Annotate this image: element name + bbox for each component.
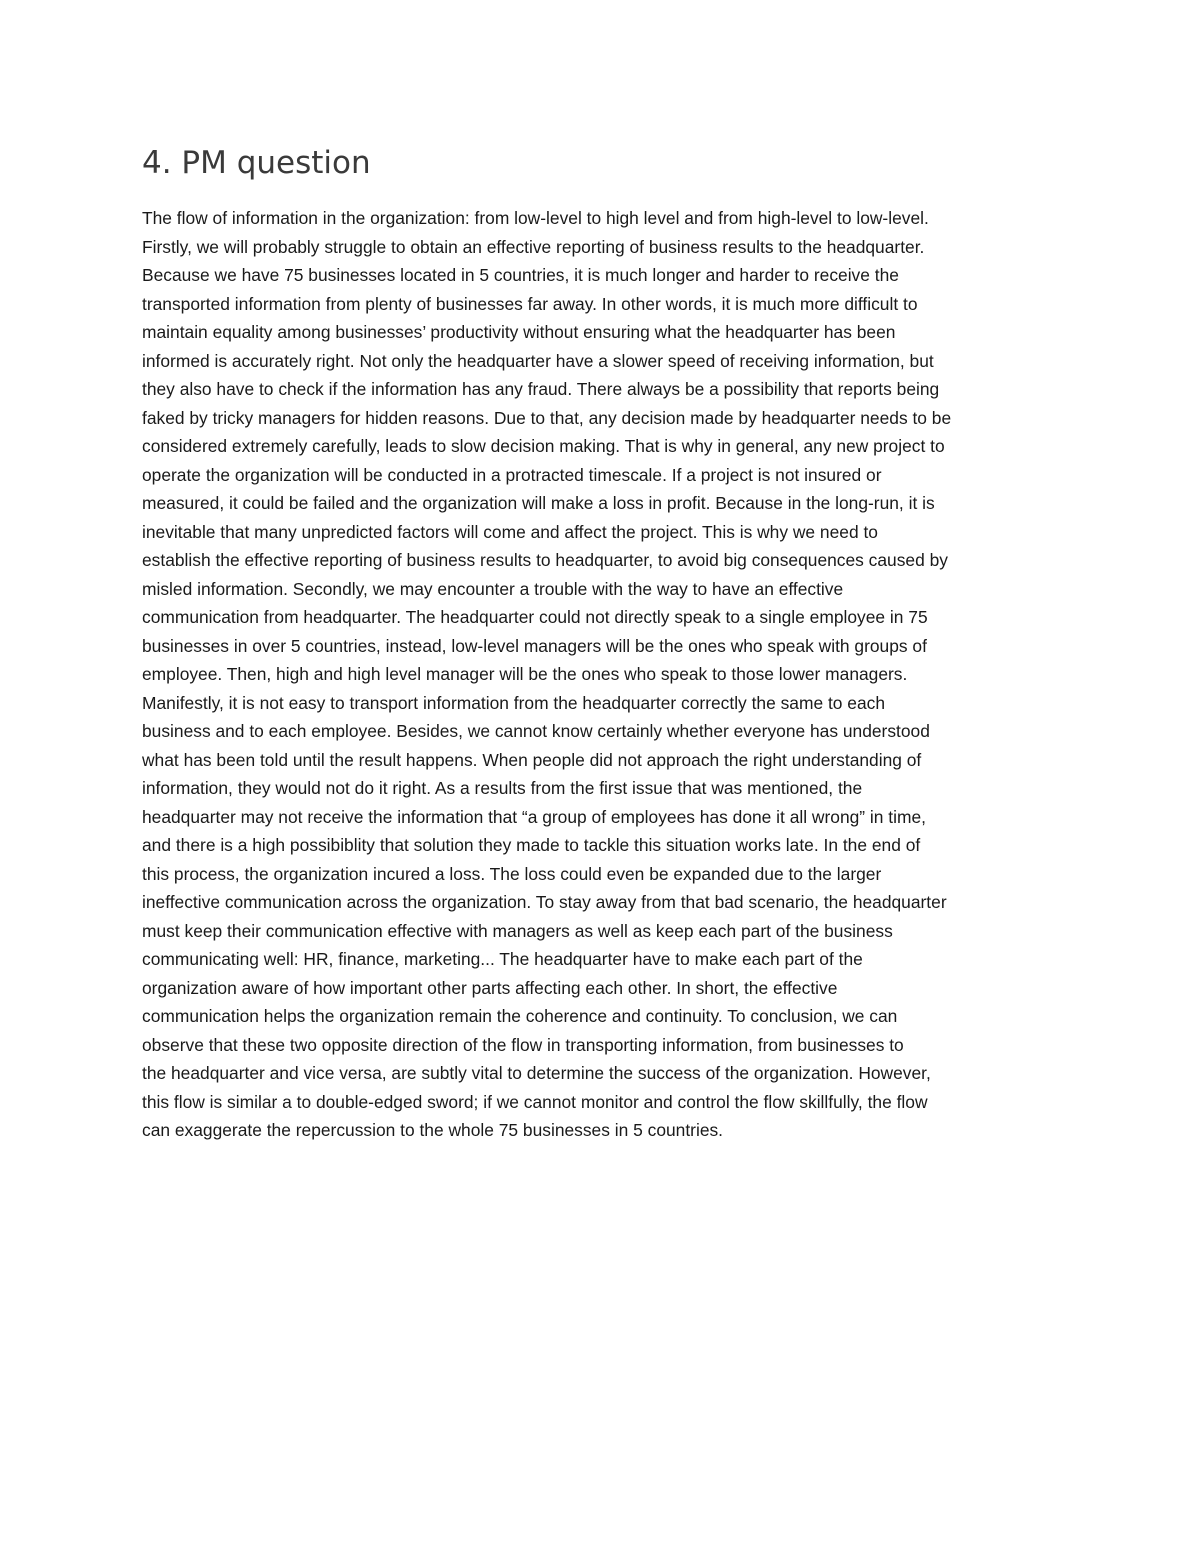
paragraph-line: businesses in over 5 countries, instead, low-level managers will be the ones who speak with groups of bbox=[142, 635, 927, 656]
paragraph-line: measured, it could be failed and the organization will make a loss in profit. Because in the long-run, it is bbox=[142, 493, 935, 513]
paragraph-line: business and to each employee. Besides, we cannot know certainly whether everyone has understood bbox=[142, 721, 930, 741]
paragraph-line: information, they would not do it right. As a results from the first issue that was mentioned, the bbox=[142, 778, 863, 798]
paragraph-line: can exaggerate the repercussion to the whole 75 businesses in 5 countries. bbox=[142, 1120, 724, 1140]
paragraph-line: establish the effective reporting of business results to headquarter, to avoid big consequences caused by bbox=[142, 550, 948, 570]
paragraph-line: ineffective communication across the organization. To stay away from that bad scenario, the headquarter bbox=[142, 892, 947, 912]
paragraph-line: The flow of information in the organization: from low-level to high level and from high-level to low-level. bbox=[142, 208, 929, 228]
paragraph-line: must keep their communication effective with managers as well as keep each part of the business bbox=[142, 920, 893, 941]
paragraph-line: the headquarter and vice versa, are subtly vital to determine the success of the organization. However, bbox=[142, 1063, 931, 1083]
paragraph-line: observe that these two opposite direction of the flow in transporting information, from businesses to bbox=[142, 1034, 904, 1055]
paragraph-line: operate the organization will be conducted in a protracted timescale. If a project is not insured or bbox=[142, 464, 882, 485]
paragraph-line: communicating well: HR, finance, marketing... The headquarter have to make each part of the bbox=[142, 949, 863, 969]
paragraph-line: faked by tricky managers for hidden reasons. Due to that, any decision made by headquarter needs to be bbox=[142, 407, 952, 428]
paragraph-line: inevitable that many unpredicted factors will come and affect the project. This is why we need to bbox=[142, 521, 878, 542]
paragraph-line: communication helps the organization remain the coherence and continuity. To conclusion, we can bbox=[142, 1006, 898, 1026]
paragraph-line: transported information from plenty of businesses far away. In other words, it is much more difficult to bbox=[142, 293, 918, 314]
paragraph-line: Manifestly, it is not easy to transport information from the headquarter correctly the same to each bbox=[142, 692, 885, 713]
paragraph-line: misled information. Secondly, we may encounter a trouble with the way to have an effective bbox=[142, 578, 844, 599]
body-paragraph bbox=[142, 204, 951, 1145]
paragraph-line: this flow is similar a to double-edged sword; if we cannot monitor and control the flow skillfully, the flow bbox=[142, 1091, 928, 1112]
paragraph-line: employee. Then, high and high level manager will be the ones who speak to those lower managers. bbox=[142, 664, 908, 684]
document-heading: 4. PM question bbox=[142, 145, 371, 181]
paragraph-line: maintain equality among businesses’ productivity without ensuring what the headquarter has been bbox=[142, 322, 896, 342]
paragraph-line: communication from headquarter. The headquarter could not directly speak to a single employee in 75 bbox=[142, 607, 928, 627]
paragraph-line: informed is accurately right. Not only the headquarter have a slower speed of receiving information, but bbox=[142, 350, 934, 371]
paragraph-line: Because we have 75 businesses located in 5 countries, it is much longer and harder to receive the bbox=[142, 265, 899, 285]
paragraph-line: Firstly, we will probably struggle to obtain an effective reporting of business results to the headquarter. bbox=[142, 236, 925, 257]
paragraph-line: and there is a high possibiblity that solution they made to tackle this situation works late. In the end of bbox=[142, 835, 921, 855]
paragraph-line: headquarter may not receive the information that “a group of employees has done it all wrong” in time, bbox=[142, 806, 926, 827]
paragraph-line: this process, the organization incured a loss. The loss could even be expanded due to the larger bbox=[142, 863, 882, 884]
paragraph-line: they also have to check if the information has any fraud. There always be a possibility that reports being bbox=[142, 379, 940, 399]
paragraph-line: considered extremely carefully, leads to slow decision making. That is why in general, any new project to bbox=[142, 436, 945, 456]
paragraph-line: organization aware of how important other parts affecting each other. In short, the effective bbox=[142, 977, 838, 998]
paragraph-line: what has been told until the result happens. When people did not approach the right understanding of bbox=[142, 749, 922, 770]
